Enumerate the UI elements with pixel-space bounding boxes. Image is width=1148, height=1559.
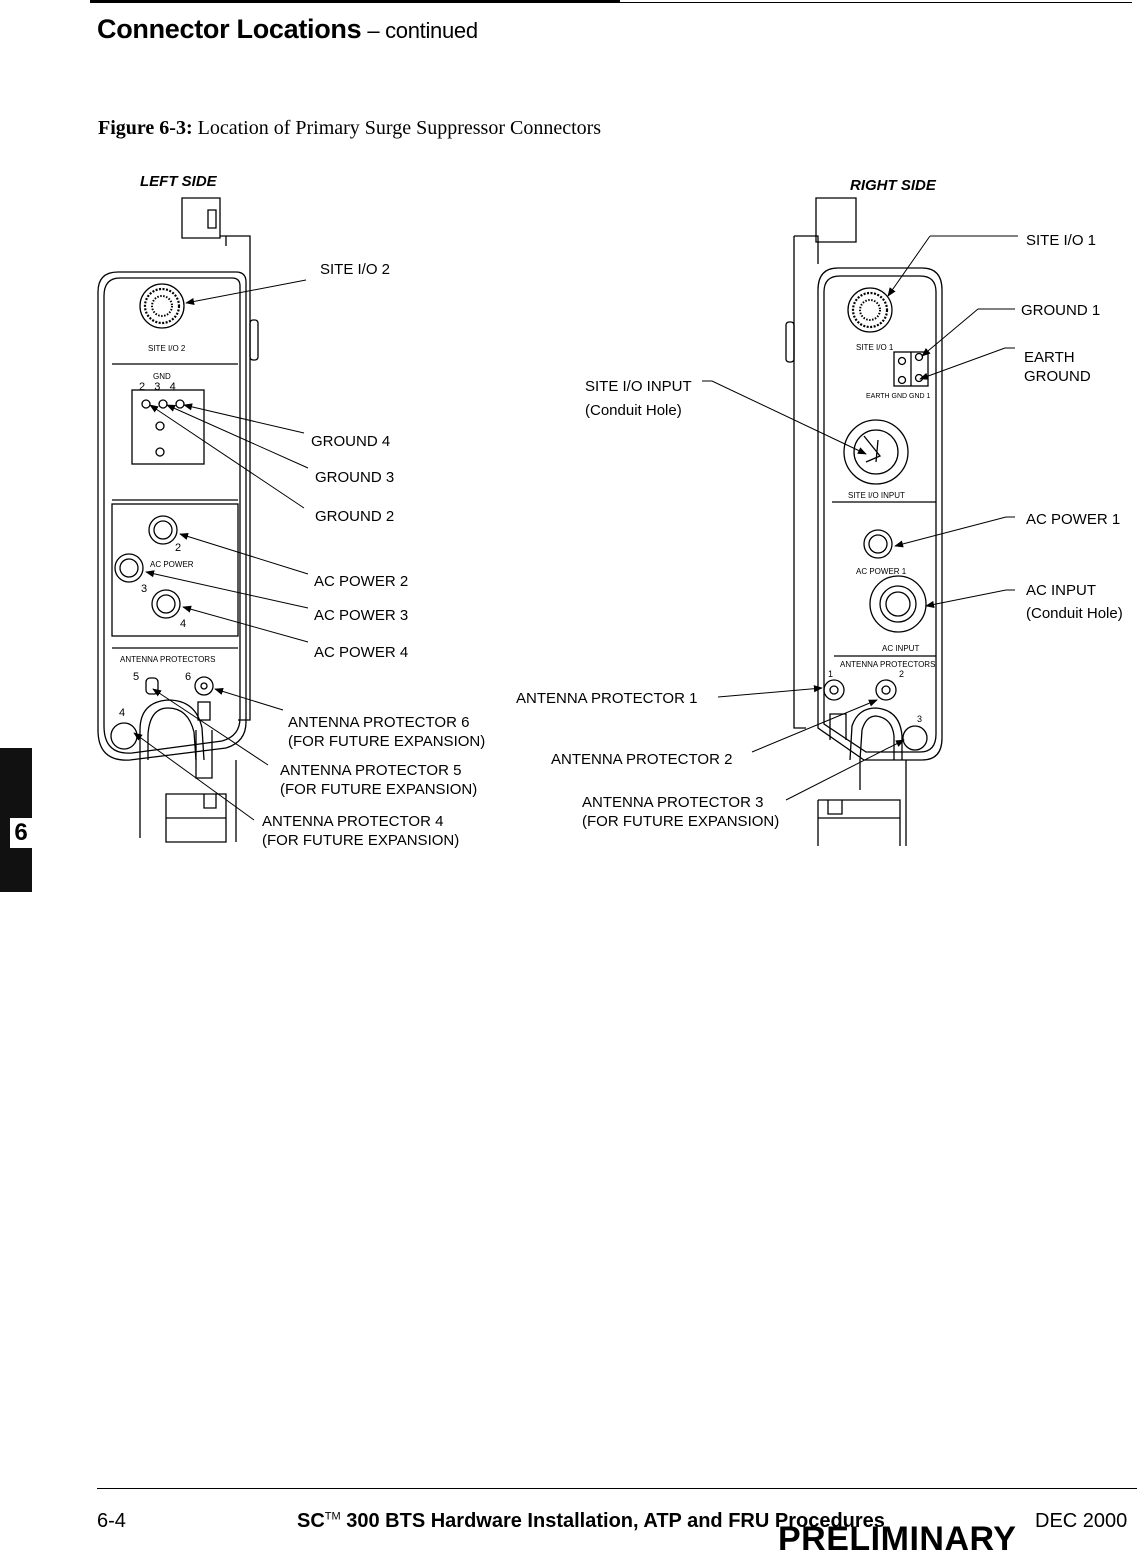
page-number: 6-4 [97,1510,126,1532]
right-label-num2: 2 [899,669,905,679]
callout-antenna-4-note: (FOR FUTURE EXPANSION) [262,832,460,849]
left-label-ac-power: AC POWER [150,560,194,569]
left-label-num3: 3 [141,583,148,595]
callout-ac-power-3: AC POWER 3 [314,607,409,624]
right-label-earth-gnd: EARTH GND GND 1 [866,393,931,400]
left-panel-labels [119,344,215,719]
footer-rule [97,1488,1137,1489]
callout-ground-2: GROUND 2 [315,508,395,525]
right-label-site-io-input: SITE I/O INPUT [848,491,905,500]
callout-antenna-6: ANTENNA PROTECTOR 6 [288,714,470,731]
right-label-num3: 3 [917,714,923,724]
left-label-num6: 6 [185,671,192,683]
preliminary-stamp: PRELIMINARY [778,1520,1017,1558]
callout-site-io-input: SITE I/O INPUT [585,378,692,395]
left-label-num5: 5 [133,671,140,683]
chapter-tab-number: 6 [10,818,32,848]
callout-antenna-3-note: (FOR FUTURE EXPANSION) [582,813,780,830]
left-label-antenna-protectors: ANTENNA PROTECTORS [120,655,216,664]
right-label-antenna-protectors: ANTENNA PROTECTORS [840,660,936,669]
callout-antenna-4: ANTENNA PROTECTOR 4 [262,813,444,830]
right-label-site-io: SITE I/O 1 [856,343,894,352]
right-label-ac-power-1: AC POWER 1 [856,567,907,576]
left-side-label: LEFT SIDE [140,173,217,190]
left-label-num2: 2 [175,542,182,554]
figure-caption-text: Location of Primary Surge Suppressor Connectors [197,117,602,139]
left-side-unit [98,198,258,842]
callout-ac-input: AC INPUT [1026,582,1097,599]
callout-site-io-2: SITE I/O 2 [320,261,391,278]
right-panel-labels [828,343,935,724]
callout-ac-power-1: AC POWER 1 [1026,511,1121,528]
callout-ac-power-4: AC POWER 4 [314,644,409,661]
section-title-text: Connector Locations [97,14,362,44]
footer-doc-title-pre: SC [297,1510,325,1532]
callout-ac-power-2: AC POWER 2 [314,573,409,590]
callout-earth: EARTH [1024,349,1075,366]
right-label-num1: 1 [828,669,834,679]
callout-conduit-hole-1: (Conduit Hole) [585,402,682,419]
callout-ground-4: GROUND 4 [311,433,391,450]
callout-conduit-hole-2: (Conduit Hole) [1026,605,1123,622]
left-label-num4: 4 [180,618,187,630]
leader-lines [134,236,1018,820]
right-side-label: RIGHT SIDE [850,177,936,194]
callout-antenna-6-note: (FOR FUTURE EXPANSION) [288,733,486,750]
footer-doc-title-post: 300 BTS Hardware Installation, ATP and FRU Procedures [340,1510,885,1532]
callout-text [140,173,1123,849]
callout-ground-1: GROUND 1 [1021,302,1101,319]
right-side-unit [786,198,942,846]
callout-ground-3: GROUND 3 [315,469,395,486]
left-label-num4b: 4 [119,707,126,719]
callout-antenna-5: ANTENNA PROTECTOR 5 [280,762,462,779]
left-label-gnd-nums: 2 3 4 [139,381,176,393]
callout-antenna-1: ANTENNA PROTECTOR 1 [516,690,698,707]
footer-date: DEC 2000 [1035,1510,1128,1532]
callout-antenna-5-note: (FOR FUTURE EXPANSION) [280,781,478,798]
callout-ground: GROUND [1024,368,1091,385]
section-title-continued: – continued [367,18,478,43]
left-label-site-io: SITE I/O 2 [148,344,186,353]
callout-site-io-1: SITE I/O 1 [1026,232,1097,249]
callout-antenna-2: ANTENNA PROTECTOR 2 [551,751,733,768]
left-label-gnd: GND [153,372,171,381]
callout-antenna-3: ANTENNA PROTECTOR 3 [582,794,764,811]
trademark-mark: TM [324,1510,341,1523]
right-label-ac-input: AC INPUT [882,644,920,653]
figure-caption-label: Figure 6-3: [98,117,193,139]
